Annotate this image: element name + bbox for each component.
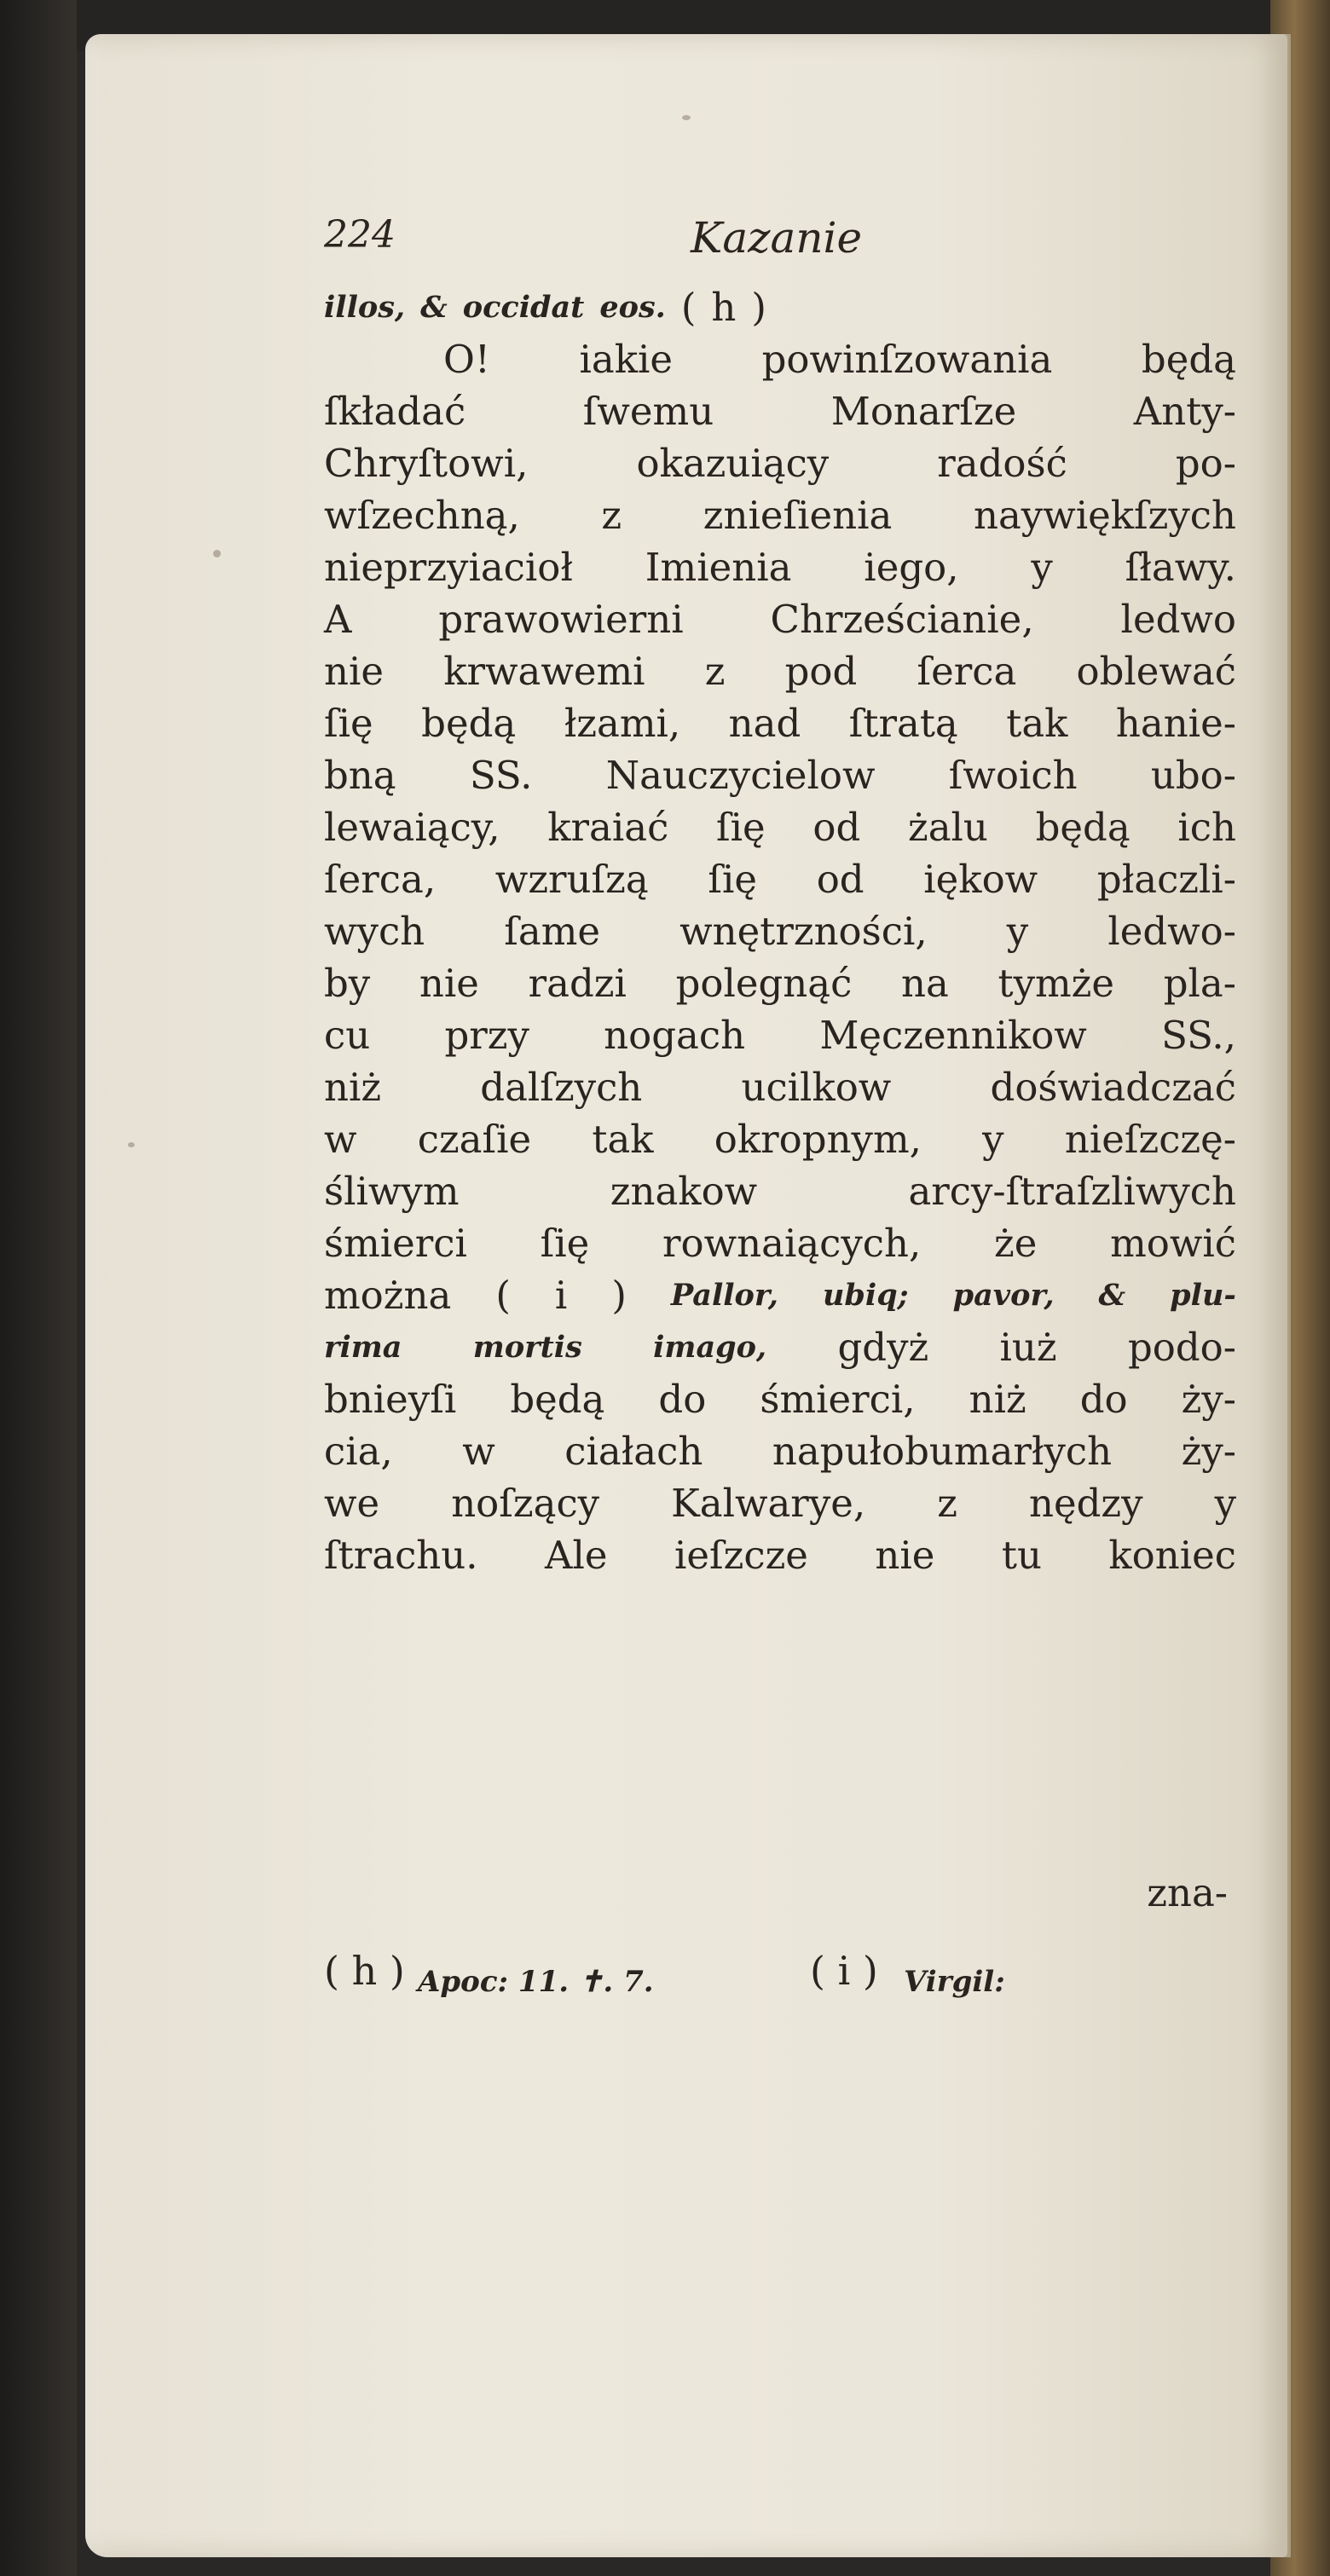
word: nieprzyiacioł [324, 545, 573, 590]
word: w [462, 1429, 495, 1474]
word: SS., [1161, 1013, 1236, 1058]
word: z [601, 493, 622, 538]
latin-word: ubiq; [822, 1278, 909, 1313]
word: z [704, 649, 726, 694]
word: można [324, 1273, 452, 1318]
latin-word: Pallor, [670, 1278, 778, 1313]
word: kraiać [547, 805, 669, 850]
text-line [324, 1373, 1236, 1425]
word: ſię [540, 1221, 590, 1266]
word: bną [324, 753, 396, 798]
word: i [554, 1273, 568, 1318]
word: A [324, 597, 352, 642]
latin-word: & [420, 290, 448, 325]
text-line [324, 1321, 1236, 1373]
word: znakow [610, 1169, 758, 1214]
word: hanie- [1115, 701, 1236, 746]
catchword: zna- [1147, 1870, 1228, 1915]
word: Ale [545, 1533, 608, 1578]
word: ſerca, [324, 857, 437, 902]
word: ſię [708, 857, 758, 902]
latin-word: mortis [472, 1330, 582, 1365]
word: okropnym, [714, 1117, 922, 1162]
word: przy [444, 1013, 529, 1058]
word: iuż [999, 1325, 1057, 1370]
text-line [324, 1529, 1236, 1581]
word: śliwym [324, 1169, 460, 1214]
word: od [812, 805, 861, 850]
word: podo- [1127, 1325, 1236, 1370]
word: by [324, 961, 371, 1006]
word: w [324, 1117, 357, 1162]
text-line [324, 333, 1236, 385]
word: ſwoich [948, 753, 1078, 798]
word: ży- [1181, 1377, 1236, 1422]
word: ich [1177, 805, 1236, 850]
word: Monarſze [830, 389, 1017, 434]
word: tak [1006, 701, 1068, 746]
word: y [982, 1117, 1004, 1162]
word: rownaiących, [662, 1221, 922, 1266]
footnote-i-mark: ( i ) [810, 1948, 878, 1994]
text-line [324, 801, 1236, 853]
word: czaſie [417, 1117, 532, 1162]
word: po- [1175, 441, 1236, 486]
text-line [324, 749, 1236, 801]
latin-word: illos, [324, 290, 406, 325]
word: ſławy. [1125, 545, 1236, 590]
word: nie [324, 649, 385, 694]
word: ( [680, 285, 697, 330]
word: ſię [324, 701, 373, 746]
word: nie [419, 961, 479, 1006]
word: y [1214, 1481, 1236, 1526]
word: iego, [864, 545, 959, 590]
text-line [324, 853, 1236, 905]
word: ) [751, 285, 766, 330]
paper-speck [682, 115, 691, 120]
word: we [324, 1481, 380, 1526]
text-line [324, 1165, 1236, 1217]
word: tu [1001, 1533, 1042, 1578]
word: SS. [469, 753, 533, 798]
word: ſwemu [582, 389, 714, 434]
word: bnieyſi [324, 1377, 457, 1422]
word: będą [421, 701, 517, 746]
text-line [324, 437, 1236, 489]
word: O! [443, 337, 490, 382]
word: do [1079, 1377, 1128, 1422]
word: śmierci [324, 1221, 467, 1266]
text-line [324, 1113, 1236, 1165]
word: Imienia [645, 545, 792, 590]
latin-word: imago, [653, 1330, 767, 1365]
latin-word: pavor, [952, 1278, 1055, 1313]
word: ledwo [1120, 597, 1236, 642]
catchword-line [324, 1867, 1228, 1919]
word: ſame [504, 909, 601, 954]
word: nie [875, 1533, 935, 1578]
word: nędzy [1028, 1481, 1143, 1526]
word: gdyż [837, 1325, 929, 1370]
word: ieſzcze [674, 1533, 808, 1578]
word: prawowierni [438, 597, 684, 642]
word: że [994, 1221, 1038, 1266]
word: wſzechną, [324, 493, 520, 538]
word: Anty- [1133, 389, 1236, 434]
word: niż [324, 1065, 382, 1110]
word: iękow [923, 857, 1038, 902]
text-line [324, 385, 1236, 437]
word: znieſienia [703, 493, 893, 538]
word: napułobumarłych [772, 1429, 1113, 1474]
word: ) [611, 1273, 627, 1318]
latin-word: eos. [599, 290, 666, 325]
word: wych [324, 909, 425, 954]
word: płaczli- [1096, 857, 1236, 902]
latin-word: & [1098, 1278, 1126, 1313]
word: ſtrachu. [324, 1533, 478, 1578]
word: na [901, 961, 949, 1006]
text-line [324, 281, 1236, 333]
word: doświadczać [990, 1065, 1236, 1110]
word: Kalwarye, [671, 1481, 866, 1526]
word: lewaiący, [324, 805, 500, 850]
word: mowić [1110, 1221, 1236, 1266]
text-line [324, 645, 1236, 697]
text-line [324, 905, 1236, 957]
paper-speck [213, 550, 221, 557]
word: h [711, 285, 737, 330]
running-head-title: Kazanie [691, 213, 863, 263]
word: do [658, 1377, 707, 1422]
latin-word: occidat [462, 290, 585, 325]
word: wnętrzności, [679, 909, 928, 954]
word: ſkładać [324, 389, 466, 434]
word: cu [324, 1013, 371, 1058]
text-line [324, 541, 1236, 593]
word: ſerca [917, 649, 1017, 694]
footnote-i-ref: Virgil: [904, 1965, 1005, 1999]
body-text [324, 281, 1236, 1581]
word: pod [784, 649, 858, 694]
word: będą [1035, 805, 1130, 850]
word: y [1031, 545, 1053, 590]
paper-speck [128, 1142, 135, 1147]
word: noſzący [451, 1481, 600, 1526]
text-line [324, 1217, 1236, 1269]
word: nad [728, 701, 801, 746]
word: ſię [715, 805, 766, 850]
word: tymże [998, 961, 1115, 1006]
word: Chrześcianie, [770, 597, 1034, 642]
word: od [816, 857, 864, 902]
word: Nauczycielow [605, 753, 876, 798]
word: arcy-ſtraſzliwych [908, 1169, 1236, 1214]
word: Chryſtowi, [324, 441, 529, 486]
text-line [324, 1061, 1236, 1113]
word: koniec [1108, 1533, 1236, 1578]
page-number: 224 [324, 213, 396, 257]
word: nieſzczę- [1064, 1117, 1236, 1162]
word: ucilkow [741, 1065, 892, 1110]
word: ciałach [564, 1429, 703, 1474]
word: ubo- [1150, 753, 1236, 798]
word: ledwo- [1107, 909, 1236, 954]
text-line [324, 957, 1236, 1009]
word: śmierci, [760, 1377, 916, 1422]
word: ( [495, 1273, 511, 1318]
text-line [324, 1269, 1236, 1321]
word: cia, [324, 1429, 393, 1474]
word: iakie [579, 337, 674, 382]
word: niż [969, 1377, 1026, 1422]
text-line [324, 1425, 1236, 1477]
latin-word: rima [324, 1330, 402, 1365]
word: dalſzych [480, 1065, 643, 1110]
word: radzi [528, 961, 627, 1006]
word: tak [592, 1117, 654, 1162]
text-line [324, 1477, 1236, 1529]
word: z [937, 1481, 957, 1526]
word: będą [510, 1377, 605, 1422]
word: naywiękſzych [973, 493, 1236, 538]
word: żalu [907, 805, 988, 850]
latin-word: plu- [1170, 1278, 1236, 1313]
word: y [1006, 909, 1029, 954]
scan-background-left [0, 0, 77, 2576]
word: pla- [1163, 961, 1236, 1006]
word: powinſzowania [761, 337, 1053, 382]
word: okazuiący [636, 441, 830, 486]
word: wzruſzą [494, 857, 649, 902]
word: radość [937, 441, 1067, 486]
footnote-h-mark: ( h ) [324, 1948, 405, 1994]
word: Męczennikow [819, 1013, 1087, 1058]
word: ży- [1181, 1429, 1236, 1474]
word: łzami, [564, 701, 681, 746]
text-line [324, 697, 1236, 749]
word: nogach [604, 1013, 746, 1058]
text-line [324, 489, 1236, 541]
running-head [324, 213, 1262, 273]
word: ſtratą [848, 701, 958, 746]
text-line [324, 593, 1236, 645]
footnote-h-ref: Apoc: 11. ✝. 7. [418, 1965, 654, 1999]
word: oblewać [1076, 649, 1236, 694]
text-line [324, 1009, 1236, 1061]
word: będą [1141, 337, 1236, 382]
word: krwawemi [443, 649, 645, 694]
footnotes [324, 1948, 1236, 2007]
word: polegnąć [675, 961, 853, 1006]
